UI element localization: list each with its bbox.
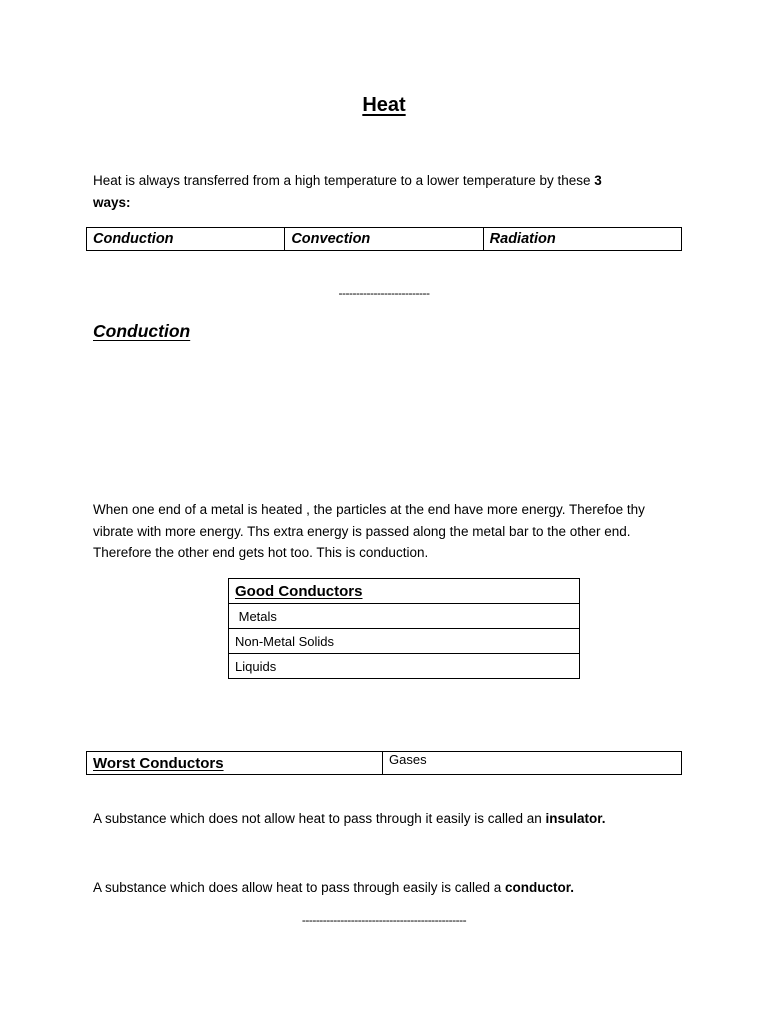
conductor-definition (93, 877, 653, 899)
table-row (87, 228, 682, 251)
way-radiation-cell: Radiation (483, 228, 681, 251)
table-row (87, 752, 682, 775)
separator-line-bottom: ----------------------------------------------- (301, 913, 467, 927)
table-row (229, 579, 580, 604)
table-row (229, 629, 580, 654)
intro-bold-number: 3 (594, 173, 602, 188)
intro-paragraph (93, 170, 653, 213)
heat-transfer-ways-table (86, 227, 682, 251)
table-row (229, 604, 580, 629)
intro-text: Heat is always transferred from a high temperature to a lower temperature by these (93, 173, 595, 188)
separator-line: -------------------------- (338, 286, 430, 300)
intro-bold-ways: ways: (93, 194, 131, 210)
conduction-paragraph: When one end of a metal is heated , the particles at the end have more energy. Therefoe thy vibrate with more energy. Ths extra energy is passed along the metal bar to the other end. Therefore the other end gets hot too. This is conduction. (93, 502, 645, 560)
worst-conductors-header: Worst Conductors (87, 752, 383, 775)
insulator-text: A substance which does not allow heat to pass through it easily is called an (93, 811, 546, 826)
good-conductors-table (228, 578, 580, 679)
way-conduction-cell: Conduction (87, 228, 285, 251)
section-heading-conduction: Conduction (93, 321, 191, 341)
page-title: Heat (362, 94, 406, 116)
worst-conductors-table (86, 751, 682, 775)
insulator-definition (93, 808, 653, 830)
good-conductor-item: Metals (229, 604, 580, 629)
way-convection-cell: Convection (285, 228, 483, 251)
conductor-text: A substance which does allow heat to pass through easily is called a (93, 880, 505, 895)
good-conductor-item: Non-Metal Solids (229, 629, 580, 654)
good-conductors-header: Good Conductors (229, 579, 580, 604)
table-row (229, 654, 580, 679)
worst-conductor-value: Gases (383, 752, 682, 775)
good-conductor-item: Liquids (229, 654, 580, 679)
conductor-term: conductor. (505, 880, 575, 895)
insulator-term: insulator. (545, 811, 606, 826)
